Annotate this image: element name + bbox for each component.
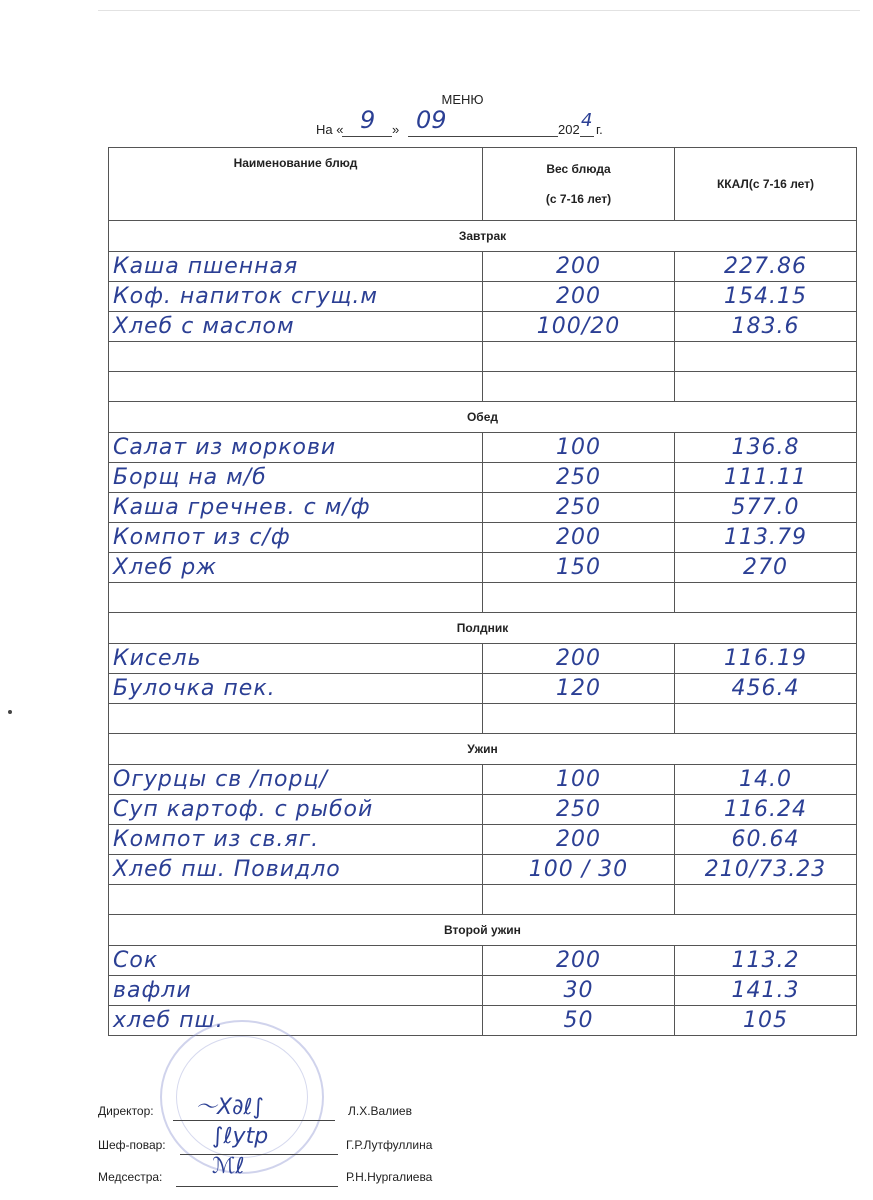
dish-kcal: 210/73.23 xyxy=(675,855,857,885)
dish-kcal: 111.11 xyxy=(675,463,857,493)
dish-kcal xyxy=(675,885,857,915)
dish-weight: 250 xyxy=(483,795,675,825)
dish-kcal: 105 xyxy=(675,1006,857,1036)
header-weight-line2: (с 7-16 лет) xyxy=(545,192,612,206)
dish-weight: 250 xyxy=(483,493,675,523)
dish-name: Суп картоф. с рыбой xyxy=(109,795,483,825)
dish-name: Булочка пек. xyxy=(109,674,483,704)
section-header xyxy=(109,221,857,252)
table-header xyxy=(109,148,857,221)
date-suffix: г. xyxy=(596,122,603,137)
dish-weight: 120 xyxy=(483,674,675,704)
table-row xyxy=(109,855,857,885)
date-month-line xyxy=(408,136,558,137)
dish-weight xyxy=(483,704,675,734)
dish-kcal: 183.6 xyxy=(675,312,857,342)
dish-weight: 200 xyxy=(483,825,675,855)
table-row xyxy=(109,282,857,312)
dish-name: Хлеб рж xyxy=(109,553,483,583)
dish-weight: 30 xyxy=(483,976,675,1006)
dish-weight: 100/20 xyxy=(483,312,675,342)
menu-table xyxy=(108,147,857,1036)
dish-kcal: 136.8 xyxy=(675,433,857,463)
table-row xyxy=(109,372,857,402)
dish-weight: 100 xyxy=(483,765,675,795)
table-row xyxy=(109,553,857,583)
table-row xyxy=(109,674,857,704)
dish-kcal xyxy=(675,342,857,372)
dish-weight xyxy=(483,372,675,402)
section-header xyxy=(109,915,857,946)
table-row xyxy=(109,342,857,372)
signature-line xyxy=(176,1186,338,1187)
signature-director xyxy=(98,1104,458,1126)
dish-kcal: 227.86 xyxy=(675,252,857,282)
dish-kcal: 60.64 xyxy=(675,825,857,855)
signature-handwritten-director: 〜Ⅹ∂ℓ∫ xyxy=(195,1095,264,1120)
dish-name: Кисель xyxy=(109,644,483,674)
dish-weight: 100 / 30 xyxy=(483,855,675,885)
dish-name: хлеб пш. xyxy=(109,1006,483,1036)
section-title: Полдник xyxy=(109,613,857,644)
dish-kcal: 116.24 xyxy=(675,795,857,825)
dish-weight xyxy=(483,583,675,613)
dish-weight xyxy=(483,885,675,915)
dish-name: Каша гречнев. с м/ф xyxy=(109,493,483,523)
dish-name xyxy=(109,583,483,613)
dish-name: Хлеб пш. Повидло xyxy=(109,855,483,885)
dish-kcal xyxy=(675,704,857,734)
table-row xyxy=(109,644,857,674)
dish-name xyxy=(109,885,483,915)
table-row xyxy=(109,433,857,463)
signature-name: Г.Р.Лутфуллина xyxy=(346,1138,433,1152)
table-row xyxy=(109,946,857,976)
dish-kcal: 116.19 xyxy=(675,644,857,674)
dish-kcal: 270 xyxy=(675,553,857,583)
dish-weight: 200 xyxy=(483,282,675,312)
signature-handwritten-nurse: ℳℓ xyxy=(212,1154,245,1179)
dish-name: Салат из моркови xyxy=(109,433,483,463)
date-year-prefix: 202 xyxy=(558,122,580,137)
date-prefix: На « xyxy=(316,122,344,137)
table-row xyxy=(109,825,857,855)
dish-kcal: 14.0 xyxy=(675,765,857,795)
dish-name xyxy=(109,704,483,734)
signature-chef xyxy=(98,1138,478,1160)
dish-name: Коф. напиток сгущ.м xyxy=(109,282,483,312)
section-header xyxy=(109,613,857,644)
section-title: Ужин xyxy=(109,734,857,765)
table-row xyxy=(109,765,857,795)
scan-edge xyxy=(98,10,860,11)
table-row xyxy=(109,523,857,553)
dish-name: Сок xyxy=(109,946,483,976)
dish-name xyxy=(109,372,483,402)
dish-name: Хлеб с маслом xyxy=(109,312,483,342)
table-row xyxy=(109,885,857,915)
table-row xyxy=(109,493,857,523)
scan-dot xyxy=(8,710,12,714)
section-title: Завтрак xyxy=(109,221,857,252)
section-title: Второй ужин xyxy=(109,915,857,946)
date-month: 09 xyxy=(416,106,447,134)
dish-weight: 250 xyxy=(483,463,675,493)
dish-kcal: 154.15 xyxy=(675,282,857,312)
section-header xyxy=(109,734,857,765)
dish-weight: 200 xyxy=(483,946,675,976)
table-row xyxy=(109,312,857,342)
dish-kcal: 113.79 xyxy=(675,523,857,553)
table-row xyxy=(109,795,857,825)
dish-kcal: 113.2 xyxy=(675,946,857,976)
signature-name: Л.Х.Валиев xyxy=(348,1104,412,1118)
signature-role: Шеф-повар: xyxy=(98,1138,166,1152)
signature-nurse xyxy=(98,1170,478,1192)
table-row xyxy=(109,704,857,734)
table-row xyxy=(109,463,857,493)
dish-weight: 50 xyxy=(483,1006,675,1036)
dish-kcal xyxy=(675,583,857,613)
dish-weight: 100 xyxy=(483,433,675,463)
section-title: Обед xyxy=(109,402,857,433)
header-weight xyxy=(483,148,675,221)
signature-line xyxy=(180,1154,338,1155)
dish-name: Борщ на м/б xyxy=(109,463,483,493)
signature-role: Медсестра: xyxy=(98,1170,163,1184)
signature-handwritten-chef: ∫ℓytp xyxy=(212,1124,269,1149)
section-header xyxy=(109,402,857,433)
dish-weight: 150 xyxy=(483,553,675,583)
dish-kcal: 141.3 xyxy=(675,976,857,1006)
dish-kcal: 577.0 xyxy=(675,493,857,523)
dish-weight: 200 xyxy=(483,523,675,553)
page-title: МЕНЮ xyxy=(441,92,484,107)
header-weight-line1: Вес блюда xyxy=(546,162,611,176)
dish-weight xyxy=(483,342,675,372)
dish-name: Огурцы св /порц/ xyxy=(109,765,483,795)
dish-name: Компот из с/ф xyxy=(109,523,483,553)
dish-name: вафли xyxy=(109,976,483,1006)
date-mid: » xyxy=(392,122,400,137)
date-line xyxy=(316,108,636,138)
dish-name xyxy=(109,342,483,372)
table-row xyxy=(109,252,857,282)
dish-weight: 200 xyxy=(483,252,675,282)
date-year-line xyxy=(580,136,594,137)
table-row xyxy=(109,976,857,1006)
dish-name: Компот из св.яг. xyxy=(109,825,483,855)
date-day-line xyxy=(342,136,392,137)
header-name: Наименование блюд xyxy=(109,148,483,221)
dish-weight: 200 xyxy=(483,644,675,674)
header-kcal: ККАЛ(с 7-16 лет) xyxy=(675,148,857,221)
dish-name: Каша пшенная xyxy=(109,252,483,282)
date-year-digit: 4 xyxy=(581,110,593,131)
dish-kcal: 456.4 xyxy=(675,674,857,704)
signature-role: Директор: xyxy=(98,1104,154,1118)
signature-name: Р.Н.Нургалиева xyxy=(346,1170,433,1184)
dish-kcal xyxy=(675,372,857,402)
table-row xyxy=(109,583,857,613)
date-day: 9 xyxy=(360,106,376,134)
